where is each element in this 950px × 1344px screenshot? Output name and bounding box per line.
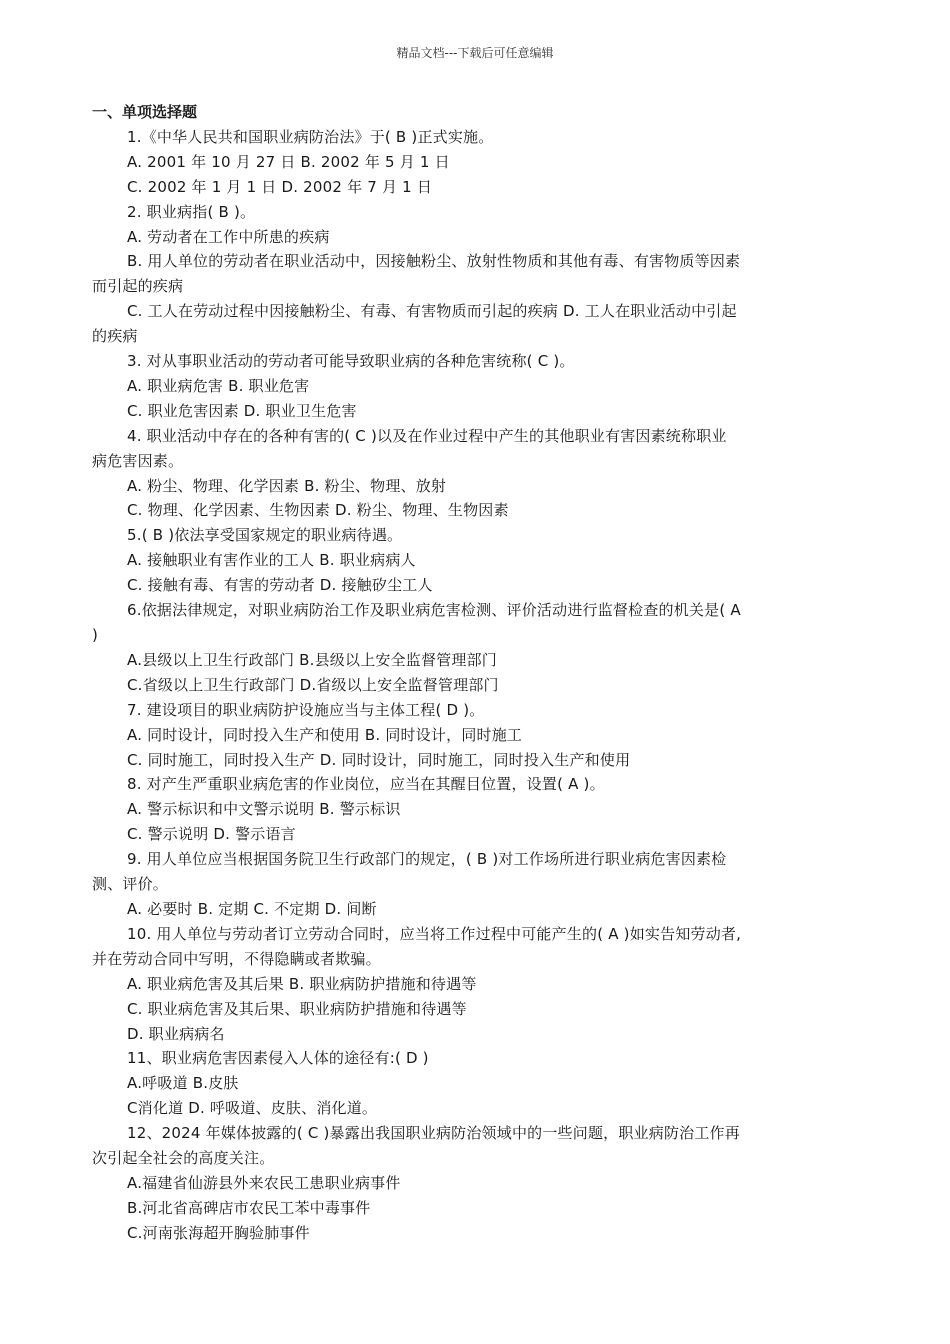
text-line: A.福建省仙游县外来农民工患职业病事件 bbox=[127, 1173, 401, 1192]
text-line: 的疾病 bbox=[92, 327, 138, 346]
text-line: 10. 用人单位与劳动者订立劳动合同时，应当将工作过程中可能产生的( A )如实告知劳动者, bbox=[127, 924, 742, 943]
text-line: C. 职业危害因素 D. 职业卫生危害 bbox=[127, 401, 357, 420]
text-line: 5.( B )依法享受国家规定的职业病待遇。 bbox=[127, 526, 403, 545]
text-line: 3. 对从事职业活动的劳动者可能导致职业病的各种危害统称( C )。 bbox=[127, 352, 575, 371]
text-line: A. 必要时 B. 定期 C. 不定期 D. 间断 bbox=[127, 899, 377, 918]
text-line: 2. 职业病指( B )。 bbox=[127, 202, 256, 221]
text-line: 次引起全社会的高度关注。 bbox=[92, 1149, 275, 1168]
text-line: C. 2002 年 1 月 1 日 D. 2002 年 7 月 1 日 bbox=[127, 177, 433, 196]
text-line: C. 同时施工，同时投入生产 D. 同时设计，同时施工，同时投入生产和使用 bbox=[127, 750, 631, 769]
text-line: C. 工人在劳动过程中因接触粉尘、有毒、有害物质而引起的疾病 D. 工人在职业活动中引起 bbox=[127, 302, 737, 321]
text-line: ) bbox=[92, 626, 99, 645]
text-line: A. 劳动者在工作中所患的疾病 bbox=[127, 227, 330, 246]
text-line: D. 职业病病名 bbox=[127, 1024, 225, 1043]
text-line: A. 同时设计，同时投入生产和使用 B. 同时设计，同时施工 bbox=[127, 725, 523, 744]
text-line: B.河北省高碑店市农民工苯中毒事件 bbox=[127, 1198, 371, 1217]
document-body bbox=[92, 100, 872, 1246]
text-line: A. 接触职业有害作业的工人 B. 职业病病人 bbox=[127, 551, 416, 570]
text-line: A. 粉尘、物理、化学因素 B. 粉尘、物理、放射 bbox=[127, 476, 447, 495]
section-title: 一、单项选择题 bbox=[92, 103, 198, 121]
text-line: 9. 用人单位应当根据国务院卫生行政部门的规定，( B )对工作场所进行职业病危害因素检 bbox=[127, 850, 727, 869]
text-line: B. 用人单位的劳动者在职业活动中，因接触粉尘、放射性物质和其他有毒、有害物质等因素 bbox=[127, 252, 741, 271]
text-line: A. 2001 年 10 月 27 日 B. 2002 年 5 月 1 日 bbox=[127, 152, 450, 171]
text-line: 而引起的疾病 bbox=[92, 277, 184, 296]
question-list bbox=[92, 125, 872, 1246]
text-line: C. 接触有毒、有害的劳动者 D. 接触矽尘工人 bbox=[127, 576, 433, 595]
text-line: C.省级以上卫生行政部门 D.省级以上安全监督管理部门 bbox=[127, 675, 499, 694]
text-line: 测、评价。 bbox=[92, 875, 169, 894]
text-line: 12、2024 年媒体披露的( C )暴露出我国职业病防治领域中的一些问题，职业病防治工作再 bbox=[127, 1124, 740, 1143]
text-line: A.县级以上卫生行政部门 B.县级以上安全监督管理部门 bbox=[127, 650, 497, 669]
text-line: 11、职业病危害因素侵入人体的途径有:( D ) bbox=[127, 1049, 429, 1068]
page-header: 精品文档---下载后可任意编辑 bbox=[396, 46, 554, 60]
text-line: 8. 对产生严重职业病危害的作业岗位，应当在其醒目位置，设置( A )。 bbox=[127, 775, 605, 794]
text-line: 病危害因素。 bbox=[92, 451, 184, 470]
text-line: A. 警示标识和中文警示说明 B. 警示标识 bbox=[127, 800, 401, 819]
text-line: 7. 建设项目的职业病防护设施应当与主体工程( D )。 bbox=[127, 700, 485, 719]
text-line: 4. 职业活动中存在的各种有害的( C )以及在作业过程中产生的其他职业有害因素统称职业 bbox=[127, 426, 727, 445]
text-line: C消化道 D. 呼吸道、皮肤、消化道。 bbox=[127, 1099, 378, 1118]
text-line: A.呼吸道 B.皮肤 bbox=[127, 1074, 239, 1093]
text-line: C. 物理、化学因素、生物因素 D. 粉尘、物理、生物因素 bbox=[127, 501, 509, 520]
text-line: 1.《中华人民共和国职业病防治法》于( B )正式实施。 bbox=[127, 127, 494, 146]
text-line: C.河南张海超开胸验肺事件 bbox=[127, 1223, 310, 1242]
text-line: C. 警示说明 D. 警示语言 bbox=[127, 825, 296, 844]
text-line: C. 职业病危害及其后果、职业病防护措施和待遇等 bbox=[127, 999, 467, 1018]
text-line: A. 职业病危害 B. 职业危害 bbox=[127, 376, 310, 395]
text-line: 并在劳动合同中写明，不得隐瞒或者欺骗。 bbox=[92, 949, 381, 968]
text-line: 6.依据法律规定，对职业病防治工作及职业病危害检测、评价活动进行监督检查的机关是( A bbox=[127, 601, 741, 620]
text-line: A. 职业病危害及其后果 B. 职业病防护措施和待遇等 bbox=[127, 974, 477, 993]
